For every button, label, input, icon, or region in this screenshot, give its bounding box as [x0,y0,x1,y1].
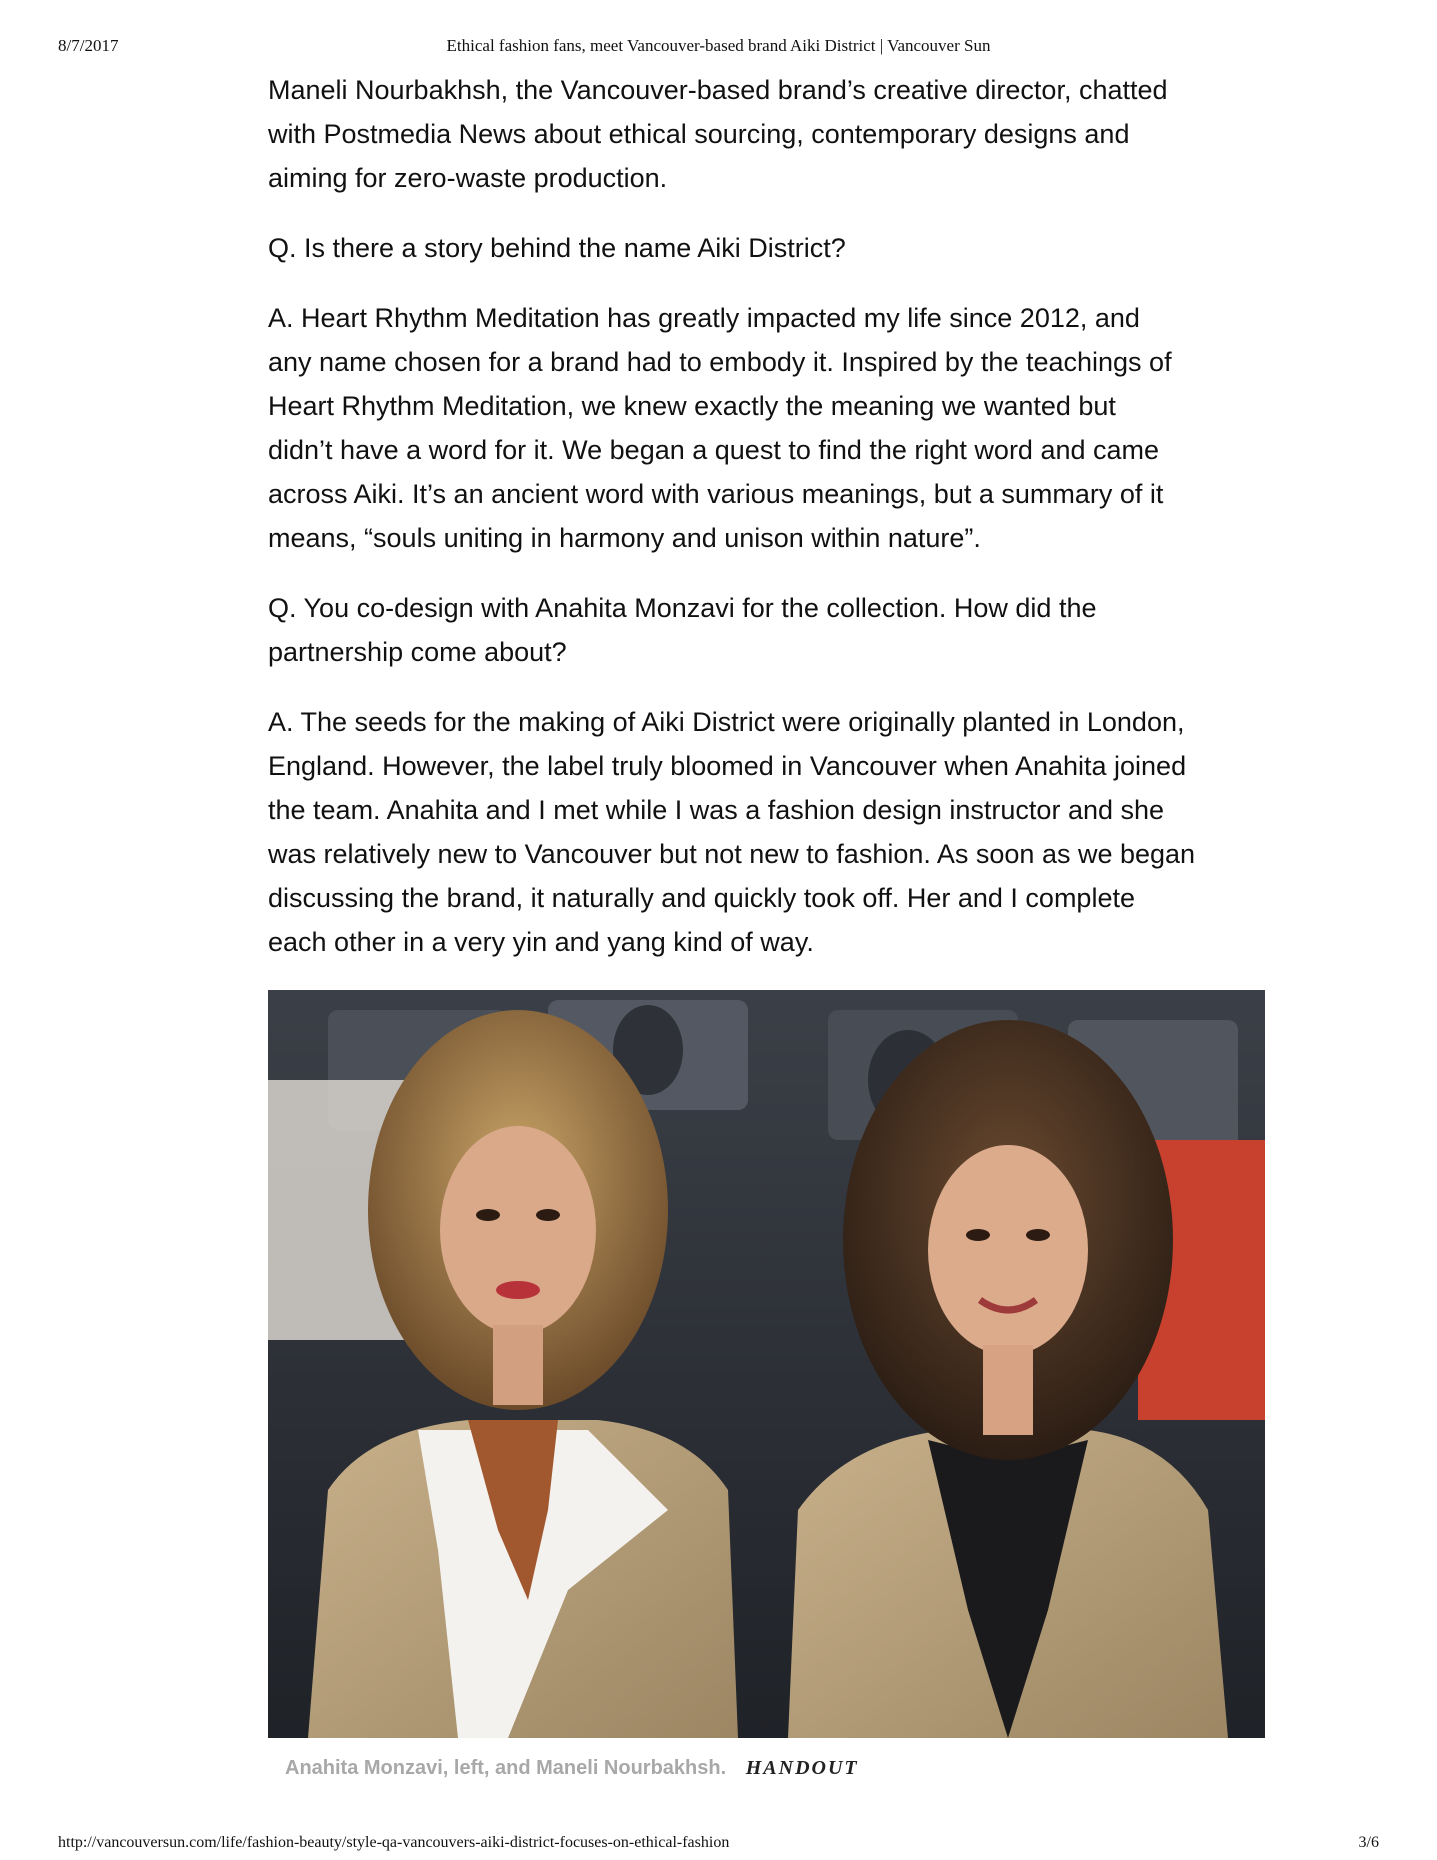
article-paragraph: A. The seeds for the making of Aiki District were originally planted in London, England. However, the label truly bloomed in Vancouver when Anahita joined the team. Anahita and I met while I was a fashion design instructor and she was relatively new to Vancouver but not new to fashion. As soon as we began discussing the brand, it naturally and quickly took off. Her and I complete each other in a very yin and yang kind of way. [268,707,1196,957]
page-number: 3/6 [1358,1834,1379,1851]
print-header [58,36,1379,60]
article-paragraph: Q. Is there a story behind the name Aiki District? [268,233,846,263]
article-paragraph: Q. You co-design with Anahita Monzavi for the collection. How did the partnership come about? [268,593,1097,667]
photo-caption [285,1757,859,1780]
article-paragraph: Maneli Nourbakhsh, the Vancouver-based brand’s creative director, chatted with Postmedia News about ethical sourcing, contemporary designs and aiming for zero-waste production. [268,75,1168,193]
print-url: http://vancouversun.com/life/fashion-beauty/style-qa-vancouvers-aiki-district-focuses-on-ethical-fashion [58,1834,730,1851]
photo-credit: HANDOUT [745,1757,859,1779]
article-paragraph: A. Heart Rhythm Meditation has greatly impacted my life since 2012, and any name chosen for a brand had to embody it. Inspired by the teachings of Heart Rhythm Meditation, we knew exactly the meaning we wanted but didn’t have a word for it. We began a quest to find the right word and came across Aiki. It’s an ancient word with various meanings, but a summary of it means, “souls uniting in harmony and unison within nature”. [268,303,1172,553]
print-page-title: Ethical fashion fans, meet Vancouver-based brand Aiki District | Vancouver Sun [446,36,991,55]
article-photo [268,990,1265,1738]
print-footer [58,1834,1379,1856]
article-body [268,68,1278,990]
photo-caption-text: Anahita Monzavi, left, and Maneli Nourbakhsh. [285,1757,727,1779]
print-date: 8/7/2017 [58,36,119,55]
photo-illustration [268,990,1265,1738]
